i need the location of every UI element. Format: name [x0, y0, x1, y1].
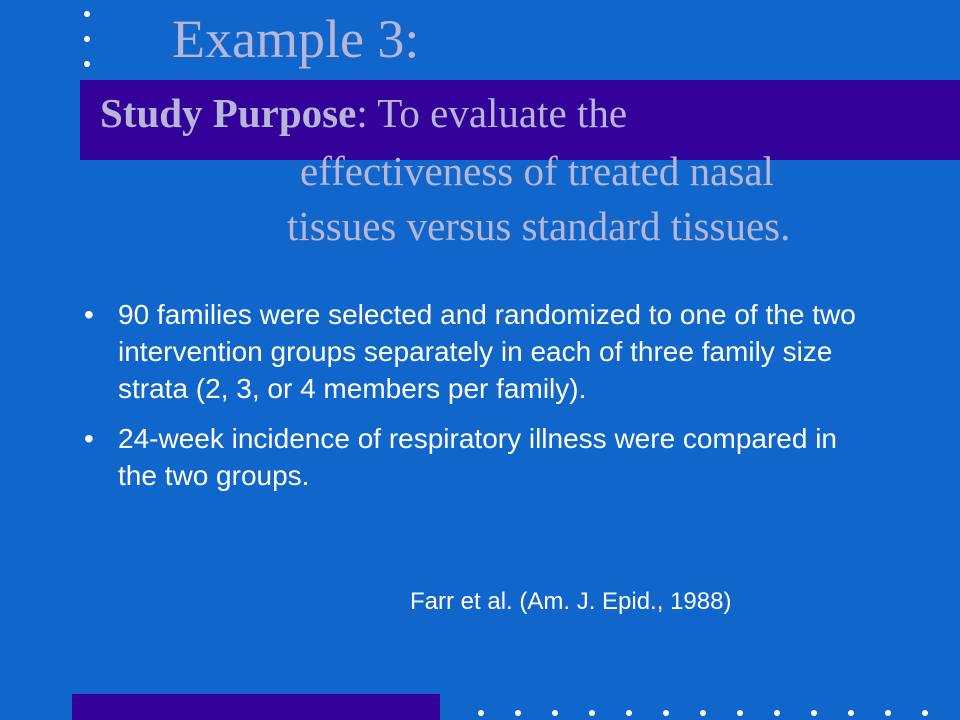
study-purpose-line-1 [100, 88, 627, 138]
study-purpose-label: Study Purpose [100, 90, 357, 136]
study-purpose-text-1: To evaluate the [377, 90, 628, 136]
study-purpose-line-2: effectiveness of treated nasal [300, 148, 774, 194]
study-purpose-separator: : [356, 90, 378, 136]
slide-title: Example 3: [172, 9, 420, 69]
footer-bar [72, 694, 440, 720]
study-purpose-line-3: tissues versus standard tissues. [287, 203, 791, 249]
bullet-list [80, 296, 880, 507]
bullet-item: • 90 families were selected and randomized to one of the two intervention groups separately in each of three family size strata (2, 3, or 4 members per family). [80, 296, 880, 407]
bullet-item: • 24-week incidence of respiratory illness were compared in the two groups. [80, 420, 880, 494]
citation: Farr et al. (Am. J. Epid., 1988) [410, 588, 732, 615]
